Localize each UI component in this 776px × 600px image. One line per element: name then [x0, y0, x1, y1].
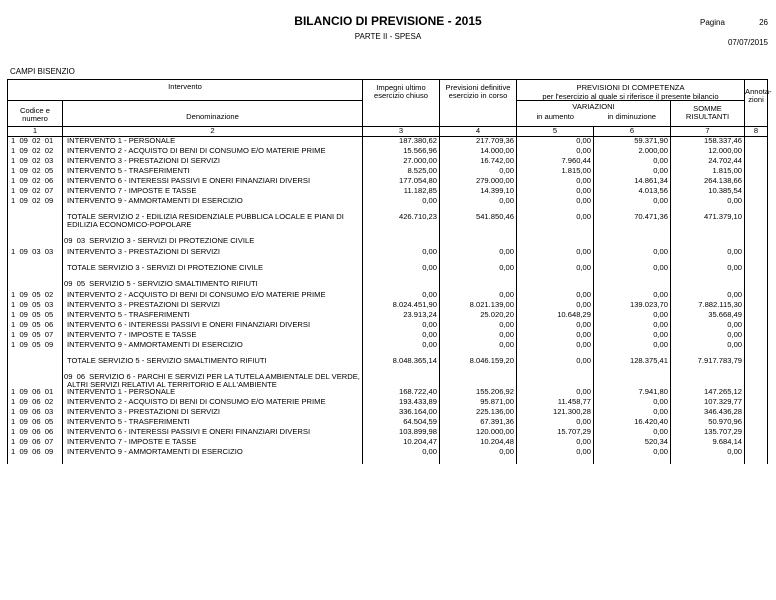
row-value: 0,00: [440, 291, 517, 301]
row-value: 10.204,48: [440, 438, 517, 448]
row-code: 1 09 02 09: [8, 197, 63, 207]
row-annotazioni: [745, 321, 768, 331]
row-code: 1 09 05 09: [8, 341, 63, 351]
row-annotazioni: [745, 177, 768, 187]
row-value: 0,00: [440, 321, 517, 331]
row-denominazione: INTERVENTO 6 - INTERESSI PASSIVI E ONERI FINANZIARI DIVERSI: [63, 177, 363, 187]
row-value: 541.850,46: [440, 213, 517, 231]
row-code: 1 09 05 03: [8, 301, 63, 311]
row-value: 0,00: [671, 264, 745, 274]
row-annotazioni: [745, 357, 768, 367]
row-value: 7.882.115,30: [671, 301, 745, 311]
row-value: 10.204,47: [363, 438, 440, 448]
row-code: 1 09 06 07: [8, 438, 63, 448]
row-code: 1 09 06 06: [8, 428, 63, 438]
row-value: 7.960,44: [517, 157, 594, 167]
row-value: 426.710,23: [363, 213, 440, 231]
column-number: 5: [517, 127, 594, 137]
row-value: 0,00: [671, 321, 745, 331]
row-code: [8, 264, 63, 274]
service-name: SERVIZIO 6 - PARCHI E SERVIZI PER LA TUTELA AMBIENTALE DEL VERDE, ALTRI SERVIZI RELATIVI AL TERRITORIO E ALL'AMBIENTE: [67, 372, 360, 389]
row-value: 0,00: [594, 311, 671, 321]
row-code: 1 09 06 01: [8, 388, 63, 398]
row-denominazione: INTERVENTO 7 - IMPOSTE E TASSE: [63, 438, 363, 448]
row-code: 1 09 05 06: [8, 321, 63, 331]
row-value: 0,00: [517, 248, 594, 258]
row-value: 336.164,00: [363, 408, 440, 418]
row-annotazioni: [745, 428, 768, 438]
row-value: 0,00: [517, 438, 594, 448]
row-denominazione: INTERVENTO 2 - ACQUISTO DI BENI DI CONSUMO E/O MATERIE PRIME: [63, 147, 363, 157]
header-aumento: in aumento: [517, 113, 594, 127]
row-denominazione: INTERVENTO 5 - TRASFERIMENTI: [63, 418, 363, 428]
row-value: 0,00: [517, 291, 594, 301]
row-value: 35.668,49: [671, 311, 745, 321]
row-value: 0,00: [594, 197, 671, 207]
column-number: 2: [63, 127, 363, 137]
row-code: 1 09 06 03: [8, 408, 63, 418]
row-value: 0,00: [363, 341, 440, 351]
row-value: 27.000,00: [363, 157, 440, 167]
row-denominazione: INTERVENTO 1 - PERSONALE: [63, 137, 363, 148]
row-value: 103.899,98: [363, 428, 440, 438]
row-denominazione: TOTALE SERVIZIO 5 - SERVIZIO SMALTIMENTO RIFIUTI: [63, 357, 363, 367]
row-value: 0,00: [517, 197, 594, 207]
row-value: 0,00: [440, 341, 517, 351]
row-value: 67.391,36: [440, 418, 517, 428]
row-value: 0,00: [440, 331, 517, 341]
row-denominazione: INTERVENTO 1 - PERSONALE: [63, 388, 363, 398]
row-value: 0,00: [594, 157, 671, 167]
row-value: 95.871,00: [440, 398, 517, 408]
row-value: 4.013,56: [594, 187, 671, 197]
service-code: 09 03: [64, 236, 86, 246]
row-value: 0,00: [671, 331, 745, 341]
header-annotazioni: Annota-zioni: [745, 80, 768, 127]
header-intervento: Intervento: [8, 80, 363, 101]
row-denominazione: TOTALE SERVIZIO 3 - SERVIZI DI PROTEZIONE CIVILE: [63, 264, 363, 274]
column-number: 1: [8, 127, 63, 137]
row-code: 1 09 03 03: [8, 248, 63, 258]
row-value: 9.684,14: [671, 438, 745, 448]
row-value: 0,00: [517, 137, 594, 148]
row-value: 11.458,77: [517, 398, 594, 408]
row-code: 1 09 02 07: [8, 187, 63, 197]
row-denominazione: INTERVENTO 5 - TRASFERIMENTI: [63, 167, 363, 177]
row-annotazioni: [745, 264, 768, 274]
total-row: [8, 264, 768, 274]
row-denominazione: INTERVENTO 3 - PRESTAZIONI DI SERVIZI: [63, 248, 363, 258]
entity-name: CAMPI BISENZIO: [10, 67, 75, 76]
row-value: 0,00: [594, 448, 671, 458]
row-value: 0,00: [363, 248, 440, 258]
row-value: 0,00: [594, 408, 671, 418]
row-value: 7.917.783,79: [671, 357, 745, 367]
service-name: SERVIZIO 5 - SERVIZIO SMALTIMENTO RIFIUTI: [89, 279, 258, 289]
header-competenza-title: PREVISIONI DI COMPETENZA: [576, 83, 685, 92]
row-code: 1 09 06 02: [8, 398, 63, 408]
row-value: 8.048.365,14: [363, 357, 440, 367]
row-value: 16.742,00: [440, 157, 517, 167]
row-value: 0,00: [363, 197, 440, 207]
header-somme: SOMME RISULTANTI: [671, 101, 745, 127]
row-value: 0,00: [363, 331, 440, 341]
row-value: 158.337,46: [671, 137, 745, 148]
row-value: 107.329,77: [671, 398, 745, 408]
header-competenza-subtitle: per l'esercizio al quale si riferisce il presente bilancio: [542, 91, 719, 101]
row-value: 0,00: [363, 291, 440, 301]
row-value: 0,00: [363, 321, 440, 331]
total-row: [8, 357, 768, 367]
row-value: 0,00: [594, 428, 671, 438]
row-annotazioni: [745, 197, 768, 207]
row-value: 0,00: [671, 291, 745, 301]
row-denominazione: INTERVENTO 9 - AMMORTAMENTI DI ESERCIZIO: [63, 448, 363, 458]
row-value: 135.707,29: [671, 428, 745, 438]
budget-table: [7, 79, 772, 464]
row-value: 346.436,28: [671, 408, 745, 418]
row-value: 12.000,00: [671, 147, 745, 157]
header-diminuzione: in diminuzione: [594, 113, 671, 127]
column-number: 4: [440, 127, 517, 137]
row-value: 279.000,00: [440, 177, 517, 187]
row-code: 1 09 06 05: [8, 418, 63, 428]
row-value: 0,00: [671, 448, 745, 458]
row-annotazioni: [745, 311, 768, 321]
row-value: 0,00: [517, 147, 594, 157]
page-number: 26: [759, 18, 768, 27]
row-denominazione: INTERVENTO 7 - IMPOSTE E TASSE: [63, 331, 363, 341]
row-value: 0,00: [440, 197, 517, 207]
row-value: 147.265,12: [671, 388, 745, 398]
row-value: 0,00: [440, 167, 517, 177]
header-codice: Codice e numero: [8, 101, 63, 127]
table-body: [8, 137, 768, 465]
row-value: 15.707,29: [517, 428, 594, 438]
row-value: 23.913,24: [363, 311, 440, 321]
row-value: 8.024.451,90: [363, 301, 440, 311]
row-denominazione: TOTALE SERVIZIO 2 - EDILIZIA RESIDENZIALE PUBBLICA LOCALE E PIANI DI EDILIZIA ECONOMICO-POPOLARE: [63, 213, 363, 231]
row-value: 225.136,00: [440, 408, 517, 418]
row-annotazioni: [745, 301, 768, 311]
row-value: 8.046.159,20: [440, 357, 517, 367]
row-value: 0,00: [594, 341, 671, 351]
row-value: 14.000,00: [440, 147, 517, 157]
row-value: 128.375,41: [594, 357, 671, 367]
table-row: [8, 248, 768, 258]
row-value: 0,00: [671, 341, 745, 351]
row-code: 1 09 06 09: [8, 448, 63, 458]
row-annotazioni: [745, 418, 768, 428]
row-code: [8, 357, 63, 367]
row-value: 168.722,40: [363, 388, 440, 398]
row-value: 155.206,92: [440, 388, 517, 398]
row-value: 0,00: [594, 291, 671, 301]
row-value: 0,00: [363, 448, 440, 458]
row-value: 0,00: [671, 248, 745, 258]
service-row: [8, 373, 768, 388]
row-value: 471.379,10: [671, 213, 745, 231]
row-value: 0,00: [363, 264, 440, 274]
row-value: 0,00: [594, 398, 671, 408]
row-value: 1.815,00: [671, 167, 745, 177]
row-value: 11.182,85: [363, 187, 440, 197]
row-value: 264.138,66: [671, 177, 745, 187]
row-denominazione: INTERVENTO 7 - IMPOSTE E TASSE: [63, 187, 363, 197]
row-value: 0,00: [594, 167, 671, 177]
document-title: BILANCIO DI PREVISIONE - 2015: [294, 14, 482, 28]
header-competenza: [517, 80, 745, 101]
row-value: 121.300,28: [517, 408, 594, 418]
row-annotazioni: [745, 291, 768, 301]
row-value: 10.648,29: [517, 311, 594, 321]
header-variazioni: VARIAZIONI: [517, 101, 671, 114]
row-value: 0,00: [517, 187, 594, 197]
header-impegni: Impegni ultimo esercizio chiuso: [363, 80, 440, 127]
row-value: 520,34: [594, 438, 671, 448]
row-annotazioni: [745, 213, 768, 231]
row-value: 0,00: [517, 331, 594, 341]
service-name: SERVIZIO 3 - SERVIZI DI PROTEZIONE CIVILE: [89, 236, 255, 246]
row-annotazioni: [745, 187, 768, 197]
row-value: 0,00: [594, 264, 671, 274]
row-value: 217.709,36: [440, 137, 517, 148]
row-value: 0,00: [517, 321, 594, 331]
column-number: 7: [671, 127, 745, 137]
row-value: 0,00: [440, 248, 517, 258]
row-code: 1 09 05 05: [8, 311, 63, 321]
row-denominazione: INTERVENTO 3 - PRESTAZIONI DI SERVIZI: [63, 301, 363, 311]
row-annotazioni: [745, 448, 768, 458]
row-value: 1.815,00: [517, 167, 594, 177]
row-code: 1 09 05 07: [8, 331, 63, 341]
row-annotazioni: [745, 398, 768, 408]
row-value: 70.471,36: [594, 213, 671, 231]
row-value: 14.399,10: [440, 187, 517, 197]
row-value: 139.023,70: [594, 301, 671, 311]
table-row: [8, 341, 768, 351]
column-number: 8: [745, 127, 768, 137]
row-code: 1 09 02 02: [8, 147, 63, 157]
row-code: 1 09 02 06: [8, 177, 63, 187]
row-denominazione: INTERVENTO 2 - ACQUISTO DI BENI DI CONSUMO E/O MATERIE PRIME: [63, 398, 363, 408]
page-label: Pagina: [700, 18, 725, 27]
row-value: 0,00: [594, 248, 671, 258]
row-value: 0,00: [594, 321, 671, 331]
row-annotazioni: [745, 147, 768, 157]
row-denominazione: INTERVENTO 5 - TRASFERIMENTI: [63, 311, 363, 321]
row-value: 0,00: [517, 388, 594, 398]
row-value: 0,00: [440, 448, 517, 458]
row-value: 15.566,96: [363, 147, 440, 157]
row-denominazione: INTERVENTO 3 - PRESTAZIONI DI SERVIZI: [63, 408, 363, 418]
row-value: 10.385,54: [671, 187, 745, 197]
row-annotazioni: [745, 438, 768, 448]
row-annotazioni: [745, 341, 768, 351]
row-code: 1 09 02 01: [8, 137, 63, 148]
row-value: 0,00: [517, 448, 594, 458]
row-annotazioni: [745, 167, 768, 177]
row-value: 59.371,90: [594, 137, 671, 148]
row-annotazioni: [745, 248, 768, 258]
service-code: 09 06: [64, 372, 86, 382]
header-previsioni: Previsioni definitive esercizio in corso: [440, 80, 517, 127]
row-value: 16.420,40: [594, 418, 671, 428]
column-number: 3: [363, 127, 440, 137]
row-annotazioni: [745, 388, 768, 398]
row-denominazione: INTERVENTO 6 - INTERESSI PASSIVI E ONERI FINANZIARI DIVERSI: [63, 428, 363, 438]
column-number: 6: [594, 127, 671, 137]
row-value: 0,00: [517, 213, 594, 231]
document-date: 07/07/2015: [727, 38, 768, 47]
row-value: 8.525,00: [363, 167, 440, 177]
total-row: [8, 213, 768, 231]
row-annotazioni: [745, 408, 768, 418]
row-value: 0,00: [517, 177, 594, 187]
row-annotazioni: [745, 331, 768, 341]
row-denominazione: INTERVENTO 3 - PRESTAZIONI DI SERVIZI: [63, 157, 363, 167]
row-value: 0,00: [517, 301, 594, 311]
row-value: 24.702,44: [671, 157, 745, 167]
row-denominazione: INTERVENTO 6 - INTERESSI PASSIVI E ONERI FINANZIARI DIVERSI: [63, 321, 363, 331]
service-code: 09 05: [64, 279, 86, 289]
row-annotazioni: [745, 137, 768, 148]
row-value: 0,00: [671, 197, 745, 207]
row-value: 0,00: [440, 264, 517, 274]
row-value: 2.000,00: [594, 147, 671, 157]
row-value: 64.504,59: [363, 418, 440, 428]
row-value: 187.380,62: [363, 137, 440, 148]
row-value: 14.861,34: [594, 177, 671, 187]
row-code: [8, 213, 63, 231]
row-value: 0,00: [517, 357, 594, 367]
row-annotazioni: [745, 157, 768, 167]
row-code: 1 09 02 05: [8, 167, 63, 177]
row-denominazione: INTERVENTO 2 - ACQUISTO DI BENI DI CONSUMO E/O MATERIE PRIME: [63, 291, 363, 301]
table-row: [8, 448, 768, 458]
row-value: 50.970,96: [671, 418, 745, 428]
row-value: 120.000,00: [440, 428, 517, 438]
row-denominazione: INTERVENTO 9 - AMMORTAMENTI DI ESERCIZIO: [63, 341, 363, 351]
row-value: 0,00: [594, 331, 671, 341]
row-value: 193.433,89: [363, 398, 440, 408]
service-label: [63, 373, 363, 388]
row-denominazione: INTERVENTO 9 - AMMORTAMENTI DI ESERCIZIO: [63, 197, 363, 207]
row-value: 0,00: [517, 264, 594, 274]
row-code: 1 09 05 02: [8, 291, 63, 301]
row-value: 0,00: [517, 418, 594, 428]
column-number-row: [8, 127, 768, 137]
document-subtitle: PARTE II - SPESA: [354, 32, 422, 41]
header-denominazione: Denominazione: [63, 101, 363, 127]
row-value: 8.021.139,00: [440, 301, 517, 311]
row-value: 177.054,80: [363, 177, 440, 187]
row-code: 1 09 02 03: [8, 157, 63, 167]
row-value: 0,00: [517, 341, 594, 351]
row-value: 7.941,80: [594, 388, 671, 398]
table-row: [8, 197, 768, 207]
row-value: 25.020,20: [440, 311, 517, 321]
